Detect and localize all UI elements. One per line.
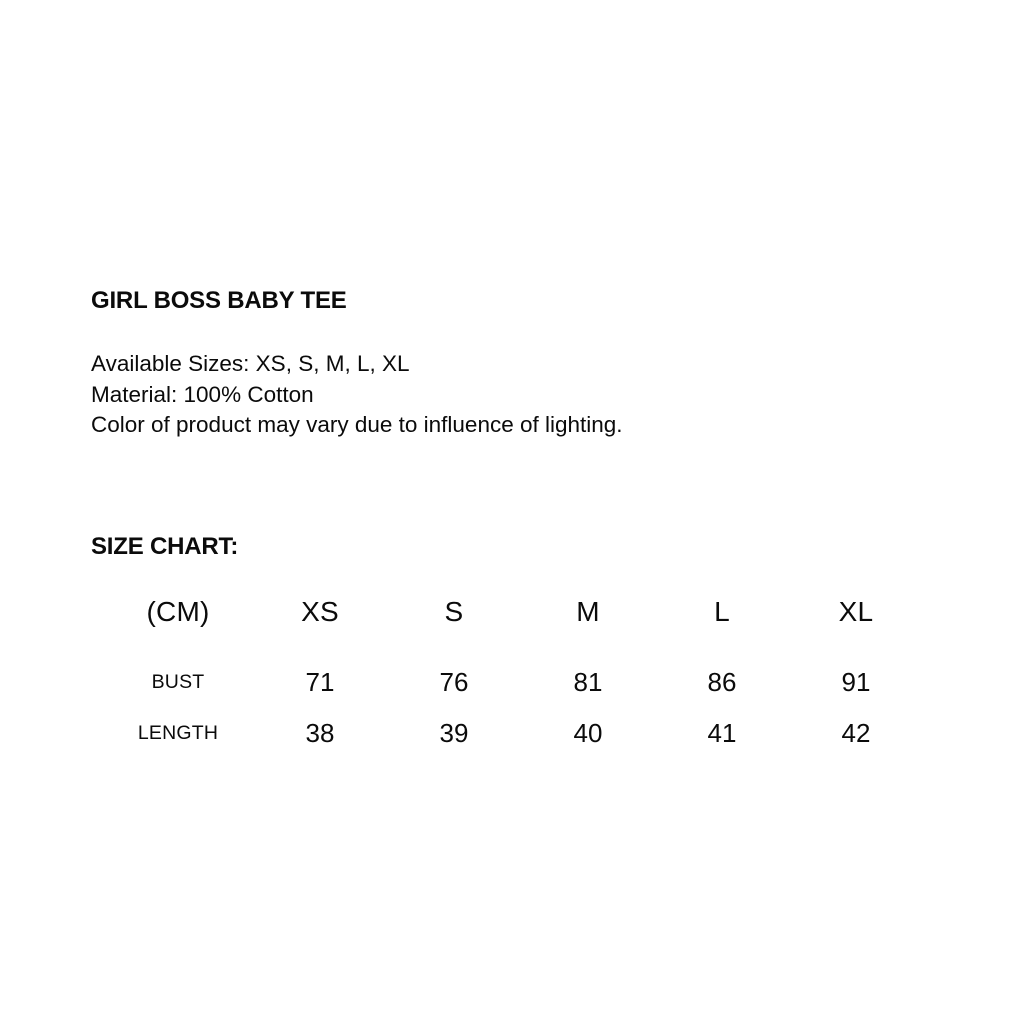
column-header-xl: XL [838,596,874,627]
bust-value-s: 76 [439,666,469,697]
unit-label-cm: (CM) [146,596,210,627]
size-chart-row-length [103,717,923,749]
description-line-material: Material: 100% Cotton [91,381,314,407]
length-value-xl: 42 [841,717,871,748]
row-label-bust: BUST [151,670,205,693]
length-value-l: 41 [707,717,737,748]
bust-value-xs: 71 [305,666,335,697]
description-line-color-note: Color of product may vary due to influence of lighting. [91,412,623,438]
size-chart-table [103,596,923,749]
column-header-xs: XS [301,596,339,627]
column-header-l: L [714,596,730,627]
column-header-m: M [576,596,600,627]
bust-value-l: 86 [707,666,737,697]
length-value-s: 39 [439,717,469,748]
length-value-xs: 38 [305,717,335,748]
size-chart-row-bust [103,666,923,698]
size-chart-header-row [103,596,923,628]
length-value-m: 40 [573,717,603,748]
product-description [91,349,623,441]
row-label-length: LENGTH [137,721,219,744]
size-chart-heading: SIZE CHART: [91,533,239,560]
bust-value-m: 81 [573,666,603,697]
description-line-available-sizes: Available Sizes: XS, S, M, L, XL [91,351,410,376]
product-title: GIRL BOSS BABY TEE [91,287,347,314]
bust-value-xl: 91 [841,666,871,697]
column-header-s: S [444,596,464,627]
